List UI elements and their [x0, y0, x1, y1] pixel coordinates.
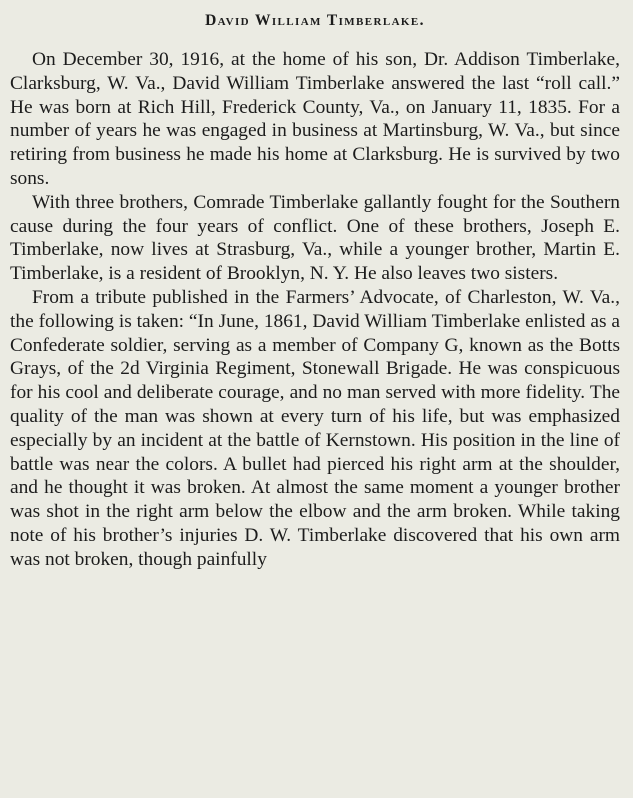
article-title: David William Timberlake. [205, 12, 425, 29]
paragraph-3: From a tribute published in the Farmers’ Advocate, of Charleston, W. Va., the following is taken: “In June, 1861, David William Timberlake enlisted as a Confederate soldier, serving as a member of Company G, known as the Botts Grays, of the 2d Virginia Regiment, Stonewall Brigade. He was conspicuous for his cool and deliberate courage, and no man served with more fidelity. The quality of the man was shown at every turn of his life, but was emphasized especially by an incident at the battle of Kernstown. His position in the line of battle was near the colors. A bullet had pierced his right arm at the shoulder, and he thought it was broken. At almost the same moment a younger brother was shot in the right arm below the elbow and the arm broken. While taking note of his brother’s injuries D. W. Timberlake discovered that his own arm was not broken, though painfully [10, 286, 620, 570]
paragraph-2: With three brothers, Comrade Timberlake gallantly fought for the Southern cause during the four years of conflict. One of these brothers, Joseph E. Timberlake, now lives at Strasburg, Va., while a younger brother, Martin E. Timberlake, is a resident of Brooklyn, N. Y. He also leaves two sisters. [10, 191, 620, 285]
paragraph-1: On December 30, 1916, at the home of his son, Dr. Addison Timberlake, Clarksburg, W. Va., David William Timberlake answered the last “roll call.” He was born at Rich Hill, Frederick County, Va., on January 11, 1835. For a number of years he was engaged in business at Martinsburg, W. Va., but since retiring from business he made his home at Clarksburg. He is survived by two sons. [10, 49, 620, 189]
